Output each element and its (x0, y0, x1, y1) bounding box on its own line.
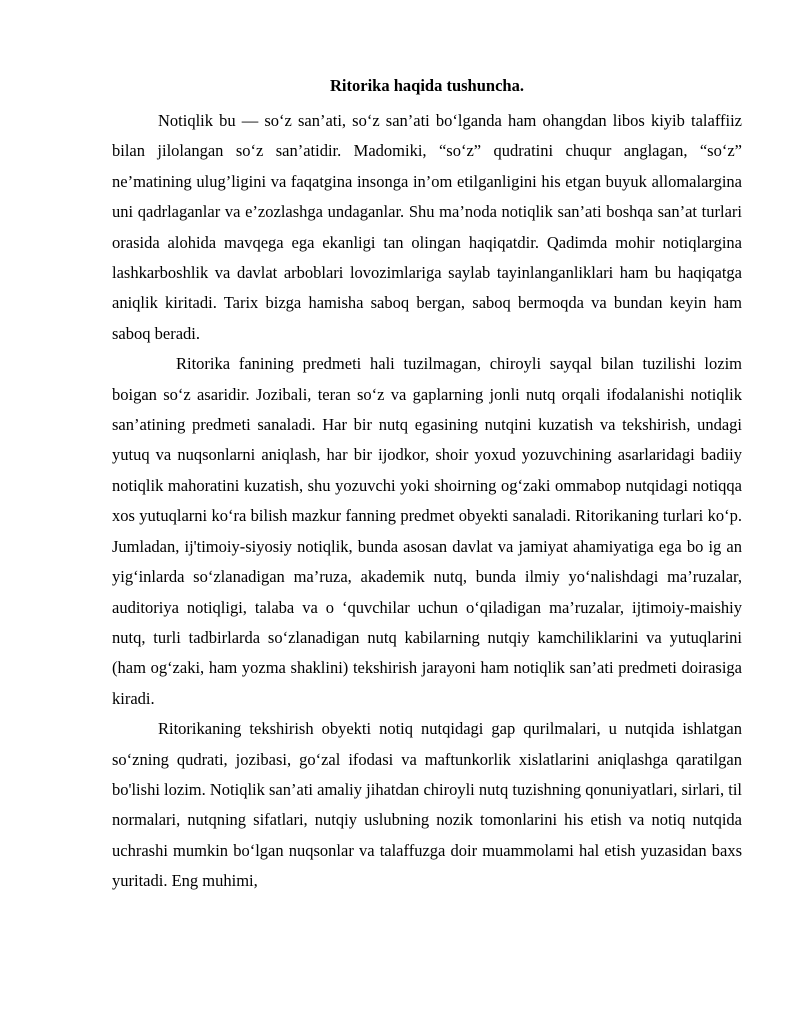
paragraph-ritorika-predmeti: Ritorika fanining predmeti hali tuzilmagan, chiroyli sayqal bilan tuzilishi lozim boigan so‘z asaridir. Jozibali, teran so‘z va gaplarning jonli nutq orqali ifodalanishi notiqlik san’atining predmeti sanaladi. Har bir nutq egasining nutqini kuzatish va tekshirish, undagi yutuq va nuqsonlarni aniqlash, har bir ijodkor, shoir yoxud yozuvchining asarlaridagi badiiy notiqlik mahoratini kuzatish, shu yozuvchi yoki shoirning og‘zaki ommabop nutqidagi notiqqa xos yutuqlarni ko‘ra bilish mazkur fanning predmet obyekti sanaladi. Ritorikaning turlari ko‘p. Jumladan, ij'timoiy-siyosiy notiqlik, bunda asosan davlat va jamiyat ahamiyatiga ega bo ig an yig‘inlarda so‘zlanadigan ma’ruza, akademik nutq, bunda ilmiy yo‘nalishdagi ma’ruzalar, auditoriya notiqligi, talaba va o ‘quvchilar uchun o‘qiladigan ma’ruzalar, ijtimoiy-maishiy nutq, turli tadbirlarda so‘zlanadigan nutq kabilarning nutqiy kamchiliklarini va yutuqlarini (ham og‘zaki, ham yozma shaklini) tekshirish jarayoni ham notiqlik san’ati predmeti doirasiga kiradi. (112, 354, 742, 708)
paragraph-tekshirish-obyekti: Ritorikaning tekshirish obyekti notiq nutqidagi gap qurilmalari, u nutqida ishlatgan so‘zning qudrati, jozibasi, go‘zal ifodasi va maftunkorlik xislatlarini aniqlashga qaratilgan bo'lishi lozim. Notiqlik san’ati amaliy jihatdan chiroyli nutq tuzishning qonuniyatlari, sirlari, til normalari, nutqning sifatlari, nutqiy uslubning nozik tomonlarini his etish va notiq nutqida uchrashi mumkin bo‘lgan nuqsonlar va talaffuzga doir muammolami hal etish yuzasidan baxs yuritadi. Eng muhimi, (112, 719, 742, 891)
document-page (112, 75, 742, 897)
paragraph-notiqlik: Notiqlik bu — so‘z san’ati, so‘z san’ati bo‘lganda ham ohangdan libos kiyib talaffiiz bilan jilolangan so‘z san’atidir. Madomiki, “so‘z” qudratini chuqur anglagan, “so‘z” ne’matining ulug’ligini va faqatgina insonga in’om etilganligini his etgan buyuk allomalargina uni qadrlaganlar va e’zozlashga undaganlar. Shu ma’noda notiqlik san’ati boshqa san’at turlari orasida alohida mavqega ega ekanligi tan olingan haqiqatdir. Qadimda mohir notiqlargina lashkarboshlik va davlat arboblari lovozimlariga saylab tayinlanganliklari ham bu haqiqatga aniqlik kiritadi. Tarix bizga hamisha saboq bergan, saboq bermoqda va bundan keyin ham saboq beradi. (112, 111, 742, 343)
document-title: Ritorika haqida tushuncha. (330, 76, 524, 95)
